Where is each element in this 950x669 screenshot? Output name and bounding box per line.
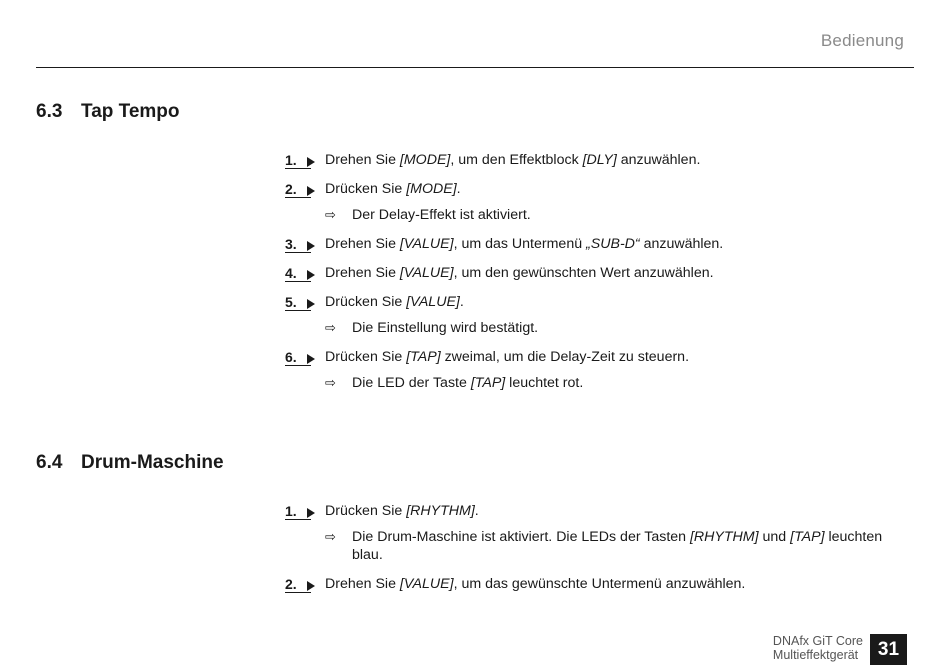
text-run: . <box>474 503 479 519</box>
step-marker <box>285 264 319 284</box>
page-number: 31 <box>870 634 907 665</box>
header-rule <box>36 67 914 68</box>
control-name: [VALUE] <box>399 236 454 252</box>
text-run: Der Delay-Effekt ist aktiviert. <box>352 207 531 223</box>
step-underline <box>285 252 311 253</box>
step-marker <box>285 151 319 171</box>
play-arrow-icon <box>307 508 315 518</box>
step-marker <box>285 180 319 200</box>
section-heading-drum-machine <box>36 452 224 474</box>
text-run: , um das gewünschte Untermenü anzuwählen. <box>453 576 746 592</box>
step-item <box>285 235 910 253</box>
chapter-title: Bedienung <box>820 31 904 50</box>
step-underline <box>285 281 311 282</box>
text-run: und <box>758 529 791 545</box>
text-run: anzuwählen. <box>639 236 724 252</box>
control-name: [RHYTHM] <box>689 529 759 545</box>
step-item <box>285 575 910 593</box>
control-name: „SUB-D“ <box>586 236 640 252</box>
text-run: Drücken Sie <box>325 181 407 197</box>
play-arrow-icon <box>307 157 315 167</box>
text-run: Die Drum-Maschine ist aktiviert. Die LEDs der Tasten <box>352 529 690 545</box>
step-list-drum-machine <box>285 502 910 604</box>
step-marker <box>285 575 319 595</box>
text-run: , um das Untermenü <box>453 236 587 252</box>
section-title: Tap Tempo <box>81 101 180 122</box>
step-number: 5. <box>285 294 297 310</box>
step-item <box>285 293 910 311</box>
text-run: Drücken Sie <box>325 349 407 365</box>
control-name: [VALUE] <box>399 265 454 281</box>
text-run: anzuwählen. <box>616 152 701 168</box>
play-arrow-icon <box>307 186 315 196</box>
step-result <box>325 374 910 392</box>
result-text <box>352 528 910 564</box>
section-heading-tap-tempo <box>36 101 180 123</box>
step-number: 2. <box>285 576 297 592</box>
text-run: , um den Effektblock <box>450 152 583 168</box>
play-arrow-icon <box>307 581 315 591</box>
footer-product-type: Multieffektgerät <box>772 648 859 662</box>
text-run: Die LED der Taste <box>352 375 471 391</box>
text-run: . <box>456 181 461 197</box>
step-item <box>285 502 910 520</box>
step-underline <box>285 168 311 169</box>
section-number: 6.4 <box>36 452 63 473</box>
result-text <box>352 374 910 392</box>
play-arrow-icon <box>307 270 315 280</box>
step-text <box>325 151 910 169</box>
control-name: [MODE] <box>406 181 457 197</box>
result-arrow-icon: ⇨ <box>325 320 336 335</box>
play-arrow-icon <box>307 354 315 364</box>
step-item <box>285 151 910 169</box>
step-underline <box>285 365 311 366</box>
step-underline <box>285 197 311 198</box>
step-underline <box>285 519 311 520</box>
result-text <box>352 319 910 337</box>
step-marker <box>285 348 319 368</box>
play-arrow-icon <box>307 241 315 251</box>
step-result <box>325 528 910 564</box>
step-text <box>325 502 910 520</box>
footer-product-name: DNAfx GiT Core <box>772 634 863 648</box>
step-number: 1. <box>285 152 297 168</box>
step-result <box>325 319 910 337</box>
step-number: 6. <box>285 349 297 365</box>
footer-product <box>773 634 863 662</box>
section-number: 6.3 <box>36 101 63 122</box>
step-marker <box>285 235 319 255</box>
step-marker <box>285 293 319 313</box>
text-run: Die Einstellung wird bestätigt. <box>352 320 539 336</box>
step-result <box>325 206 910 224</box>
step-item <box>285 180 910 198</box>
step-underline <box>285 310 311 311</box>
step-number: 1. <box>285 503 297 519</box>
result-text <box>352 206 910 224</box>
step-item <box>285 264 910 282</box>
result-arrow-icon: ⇨ <box>325 375 336 390</box>
control-name: [VALUE] <box>406 294 460 310</box>
text-run: Drehen Sie <box>325 576 400 592</box>
control-name: [TAP] <box>470 375 506 391</box>
control-name: [TAP] <box>790 529 825 545</box>
text-run: leuchtet rot. <box>505 375 584 391</box>
step-text <box>325 293 910 311</box>
text-run: , um den gewünschten Wert anzuwählen. <box>453 265 714 281</box>
step-underline <box>285 592 311 593</box>
step-text <box>325 180 910 198</box>
text-run: Drücken Sie <box>325 294 407 310</box>
control-name: [TAP] <box>406 349 441 365</box>
step-number: 2. <box>285 181 297 197</box>
play-arrow-icon <box>307 299 315 309</box>
control-name: [VALUE] <box>399 576 454 592</box>
text-run: Drehen Sie <box>325 152 400 168</box>
control-name: [MODE] <box>399 152 451 168</box>
text-run: leuchten blau. <box>352 529 883 563</box>
step-marker <box>285 502 319 522</box>
text-run: . <box>459 294 464 310</box>
result-arrow-icon: ⇨ <box>325 529 336 544</box>
text-run: Drehen Sie <box>325 236 400 252</box>
text-run: zweimal, um die Delay-Zeit zu steuern. <box>440 349 690 365</box>
text-run: Drehen Sie <box>325 265 400 281</box>
step-text <box>325 348 910 366</box>
step-text <box>325 235 910 253</box>
step-number: 4. <box>285 265 297 281</box>
step-item <box>285 348 910 366</box>
step-text <box>325 264 910 282</box>
step-text <box>325 575 910 593</box>
step-list-tap-tempo <box>285 151 910 403</box>
control-name: [RHYTHM] <box>406 503 475 519</box>
result-arrow-icon: ⇨ <box>325 207 336 222</box>
section-title: Drum-Maschine <box>81 452 224 473</box>
control-name: [DLY] <box>582 152 617 168</box>
text-run: Drücken Sie <box>325 503 407 519</box>
step-number: 3. <box>285 236 297 252</box>
